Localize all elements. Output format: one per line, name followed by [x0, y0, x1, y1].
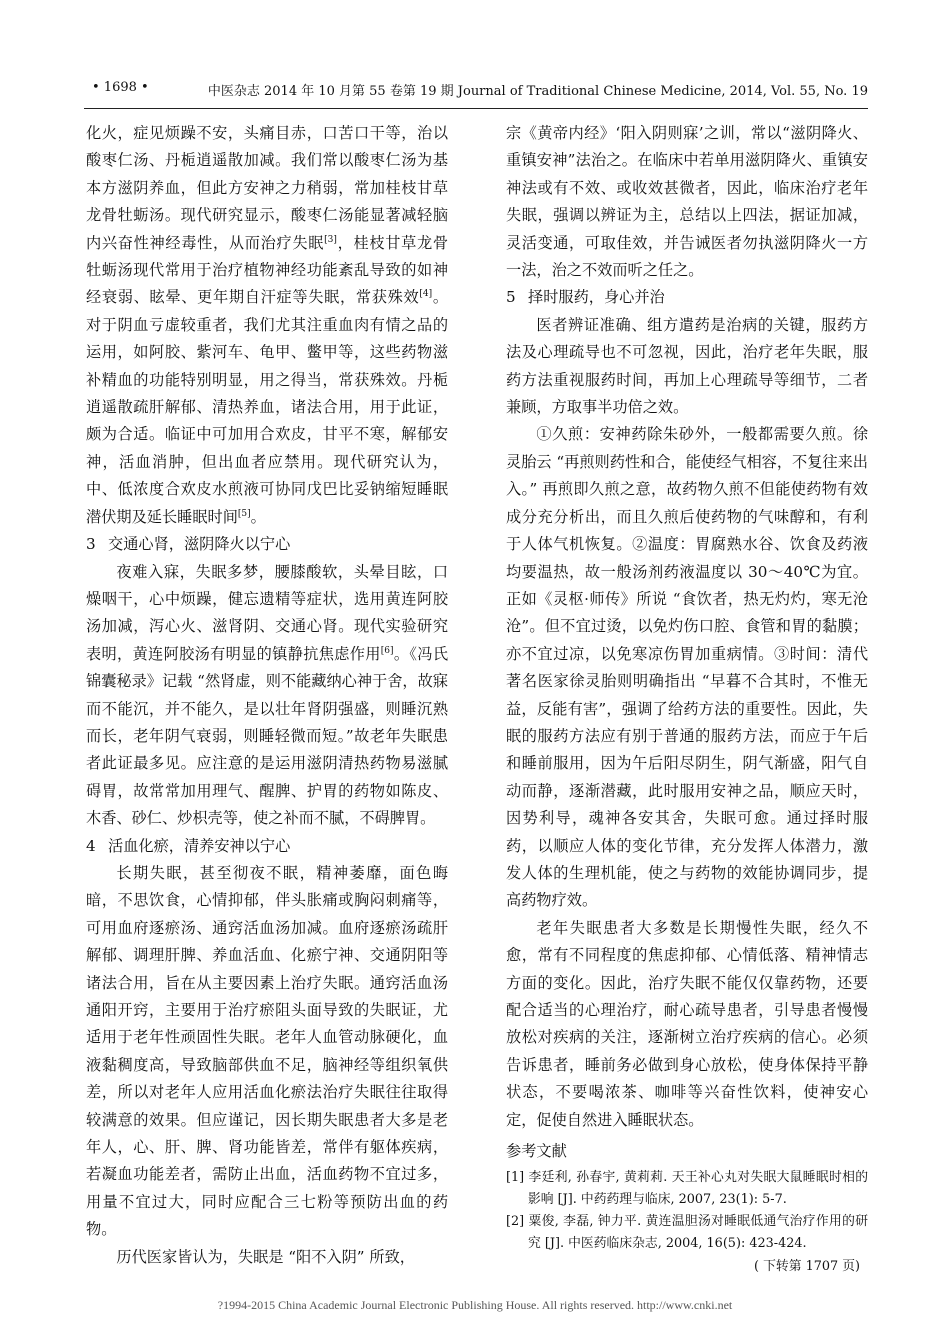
- running-header: [84, 80, 868, 102]
- reference-item: [2] 粟俊, 李磊, 钟力平. 黄连温胆汤对睡眠低通气治疗作用的研究 [J]. 中医药临床杂志, 2004, 16(5): 423-424.: [506, 1214, 868, 1252]
- section-heading-4: 4 活血化瘀，清养安神以宁心: [86, 836, 291, 855]
- references-title: 参考文献: [506, 1142, 567, 1161]
- paragraph: 化火，症见烦躁不安，头痛目赤，口苦口干等，治以酸枣仁汤、丹栀逍遥散加减。我们常以酸枣仁汤为基本方滋阴养血，但此方安神之力稍弱，常加桂枝甘草龙骨牡蛎汤。现代研究显示，酸枣仁汤能显著减轻脑内兴奋性神经毒性，从而治疗失眠[3]，桂枝甘草龙骨牡蛎汤现代常用于治疗植物神经功能紊乱导致的如神经衰弱、眩晕、更年期自汗症等失眠，常获殊效[4]。对于阴血亏虚较重者，我们尤其注重血肉有情之品的运用，如阿胶、紫河车、龟甲、鳖甲等，这些药物滋补精血的功能特别明显，用之得当，常获殊效。丹栀逍遥散疏肝解郁、清热养血，诸法合用，用于此证，颇为合适。临证中可加用合欢皮，甘平不寒，解郁安神，活血消肿，但出血者应禁用。现代研究认为，中、低浓度合欢皮水煎液可协同戊巴比妥钠缩短睡眠潜伏期及延长睡眠时间[5]。: [86, 124, 448, 526]
- section-heading-5: 5 择时服药，身心并治: [506, 288, 665, 307]
- paragraph: 长期失眠，甚至彻夜不眠，精神萎靡，面色晦暗，不思饮食，心情抑郁，伴头胀痛或胸闷刺痛等，可用血府逐瘀汤、通窍活血汤加减。血府逐瘀汤疏肝解郁、调理肝脾、养血活血、化瘀宁神、交通阴阳等诸法合用，旨在从主要因素上治疗失眠。通窍活血汤通阳开窍，主要用于治疗瘀阻头面导致的失眠证，尤适用于老年性顽固性失眠。老年人血管动脉硬化，血液黏稠度高，导致脑部供血不足，脑神经等组织氧供差，所以对老年人应用活血化瘀法治疗失眠往往取得较满意的效果。但应谨记，因长期失眠患者大多是老年人，心、肝、脾、肾功能皆差，常伴有躯体疾病，若凝血功能差者，需防止出血，活血药物不宜过多，用量不宜过大，同时应配合三七粉等预防出血的药物。: [86, 863, 448, 1239]
- continued-note: ( 下转第 1707 页): [754, 1259, 860, 1275]
- journal-citation: 中医杂志 2014 年 10 月第 55 卷第 19 期 Journal of Traditional Chinese Medicine, 2014, Vol. 55, No. 19: [207, 84, 868, 99]
- copyright-footer: ?1994-2015 China Academic Journal Electronic Publishing House. All rights reserved. http://www.cnki.net: [217, 1298, 733, 1312]
- paragraph: 老年失眠患者大多数是长期慢性失眠，经久不愈，常有不同程度的焦虑抑郁、心情低落、精神情志方面的变化。因此，治疗失眠不能仅仅靠药物，还要配合适当的心理治疗，耐心疏导患者，引导患者慢慢放松对疾病的关注，逐渐树立治疗疾病的信心。必须告诉患者，睡前务必做到身心放松，使身体保持平静状态，不要喝浓茶、咖啡等兴奋性饮料，使神安心定，促使自然进入睡眠状态。: [506, 918, 868, 1129]
- paragraph: 宗《黄帝内经》‘阳入阴则寐’之训，常以“滋阴降火、重镇安神”法治之。在临床中若单用滋阴降火、重镇安神法或有不效、或收效甚微者，因此，临床治疗老年失眠，强调以辨证为主，总结以上四法，据证加减，灵活变通，可取佳效，并告诫医者勿执滋阴降火一方一法，治之不效而听之任之。: [506, 124, 868, 280]
- paragraph: ①久煎：安神药除朱砂外，一般都需要久煎。徐灵胎云 “再煎则药性和合，能使经气相容，不复往来出入。” 再煎即久煎之意，故药物久煎不但能使药物有效成分充分析出，而且久煎后使药物的气味醇和，有利于人体气机恢复。②温度：胃腐熟水谷、饮食及药液均要温热，故一般汤剂药液温度以 30～40℃为宜。正如《灵枢·师传》所说 “食饮者，热无灼灼，寒无沧沧”。但不宜过烫，以免灼伤口腔、食管和胃的黏膜；亦不宜过凉，以免寒凉伤胃加重病情。③时间：清代著名医家徐灵胎则明确指出 “早暮不合其时，不惟无益，反能有害”，强调了给药方法的重要性。因此，失眠的服药方法应有别于普通的服药方法，而应于午后和睡前服用，因为午后阳尽阴生，阴气渐盛，阳气自动而静，逐渐潜藏，此时服用安神之品，顺应天时，因势利导，魂神各安其舍，失眠可愈。通过择时服药，以顺应人体的变化节律，充分发挥人体潜力，激发人体的生理机能，使之与药物的效能协调同步，提高药物疗效。: [506, 425, 868, 910]
- citation-ref[interactable]: [5]: [237, 508, 251, 519]
- citation-ref[interactable]: [4]: [419, 289, 433, 300]
- citation-ref[interactable]: [6]: [380, 645, 394, 656]
- right-column: [506, 120, 868, 1279]
- paragraph: 历代医家皆认为，失眠是 “阳不入阴” 所致，: [116, 1247, 415, 1266]
- paragraph: 医者辨证准确、组方遣药是治病的关键，服药方法及心理疏导也不可忽视，因此，治疗老年失眠，服药方法重视服药时间，再加上心理疏导等细节，二者兼顾，方取事半功倍之效。: [506, 315, 868, 417]
- header-rule: [84, 108, 868, 109]
- page-number: • 1698 •: [92, 80, 149, 95]
- left-column: [86, 120, 448, 1271]
- reference-item: [1] 李廷利, 孙春宇, 黄莉莉. 天王补心丸对失眠大鼠睡眠时相的影响 [J]. 中药药理与临床, 2007, 23(1): 5-7.: [506, 1170, 868, 1208]
- section-heading-3: 3 交通心肾，滋阴降火以宁心: [86, 535, 291, 554]
- citation-ref[interactable]: [3]: [324, 234, 337, 245]
- paragraph: 夜难入寐，失眠多梦，腰膝酸软，头晕目眩，口燥咽干，心中烦躁，健忘遗精等症状，选用黄连阿胶汤加减，泻心火、滋肾阴、交通心肾。现代实验研究表明，黄连阿胶汤有明显的镇静抗焦虑作用[6]。《冯氏锦囊秘录》记载 “然肾虚，则不能藏纳心神于舍，故寐而不能沉，并不能久，是以壮年肾阴强盛，则睡沉熟而长，老年阴气衰弱，则睡轻微而短。”故老年失眠患者此证最多见。应注意的是运用滋阴清热药物易滋腻碍胃，故常常加用理气、醒脾、护胃的药物如陈皮、木香、砂仁、炒枳壳等，使之补而不腻，不碍脾胃。: [86, 562, 449, 828]
